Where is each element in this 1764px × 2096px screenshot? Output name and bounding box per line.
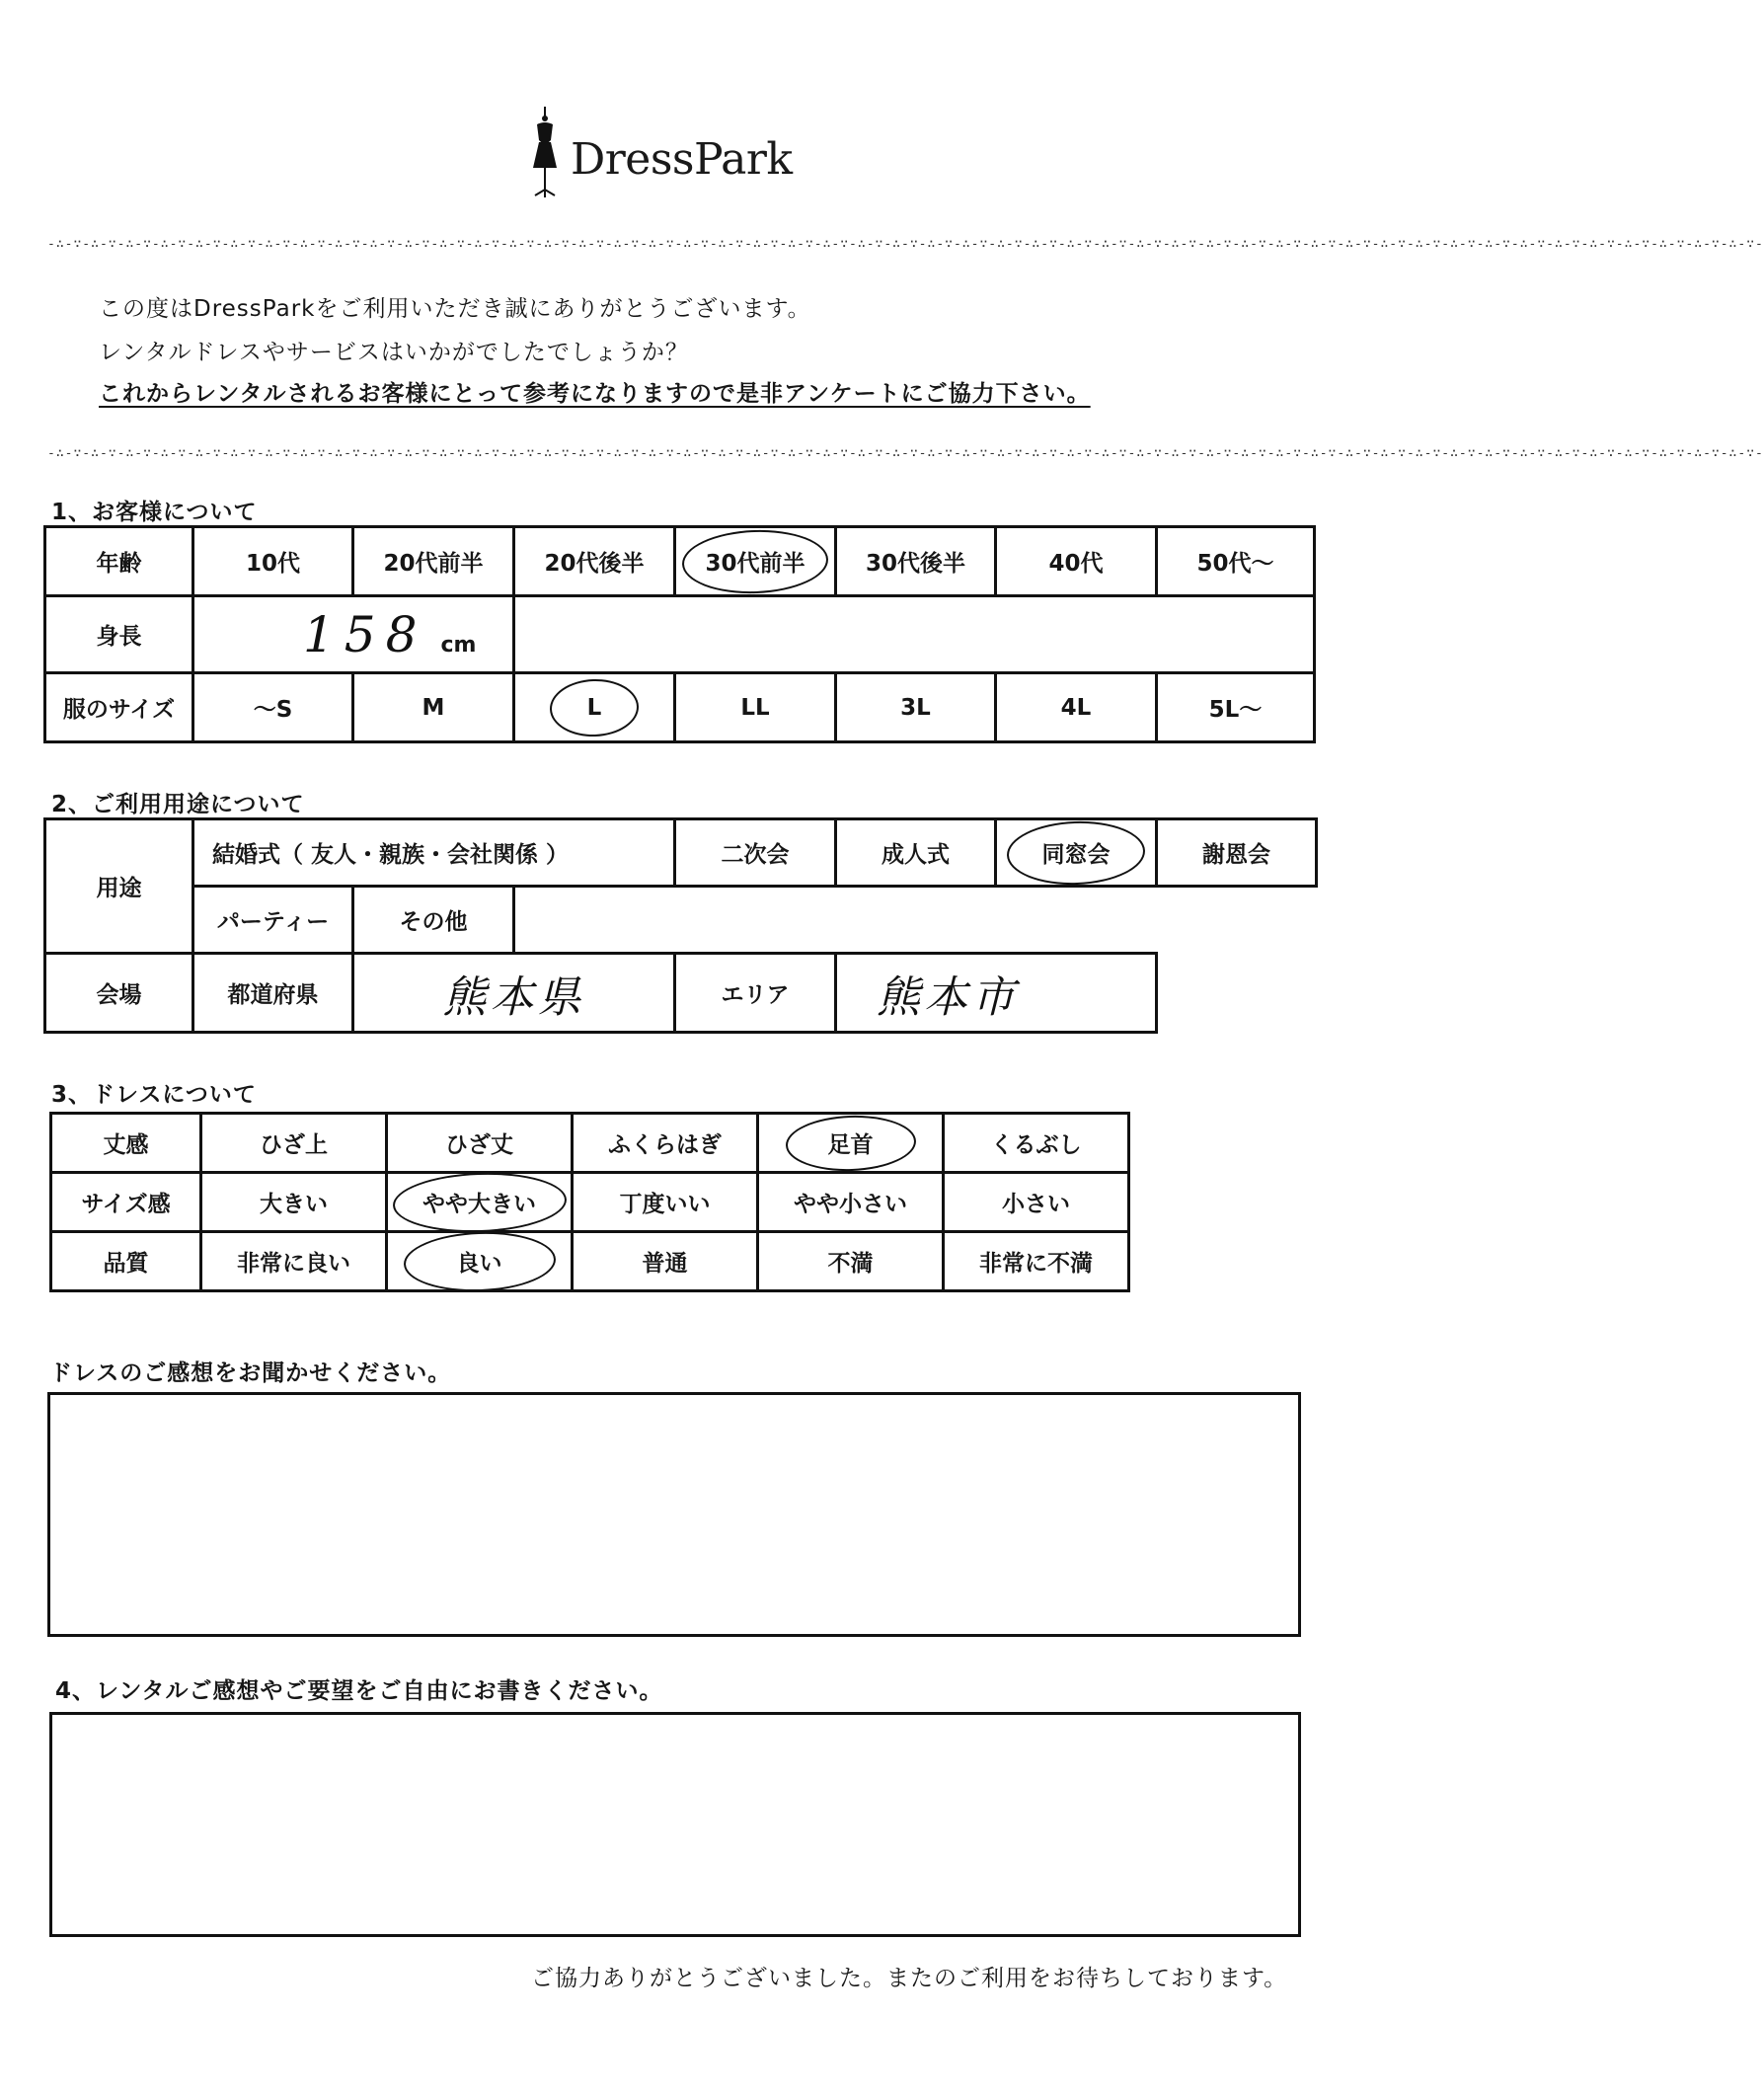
dress-form-icon [523,107,567,205]
length-label: 丈感 [51,1114,201,1173]
purpose-option[interactable]: 二次会 [675,819,836,887]
area-field[interactable]: 熊本市 [836,954,1157,1033]
length-option[interactable]: ふくらはぎ [573,1114,758,1173]
quality-option[interactable]: 非常に良い [201,1232,387,1291]
rental-feedback-prompt: 4、レンタルご感想やご要望をご自由にお書きください。 [55,1678,663,1704]
intro-request: これからレンタルされるお客様にとって参考になりますので是非アンケートにご協力下さい。 [99,381,1091,407]
dress-table [49,1112,1130,1292]
quality-label: 品質 [51,1232,201,1291]
fit-option-selected[interactable]: やや大きい [387,1173,573,1232]
size-option[interactable]: 4L [996,673,1157,742]
height-field[interactable] [193,596,514,673]
brand-logo [523,107,819,215]
length-option[interactable]: ひざ上 [201,1114,387,1173]
usage-table [43,817,1318,1034]
purpose-option-selected[interactable]: 同窓会 [996,819,1157,887]
age-label: 年齢 [45,527,193,596]
size-label: 服のサイズ [45,673,193,742]
length-option[interactable]: くるぶし [944,1114,1129,1173]
quality-option[interactable]: 普通 [573,1232,758,1291]
height-unit: cm [440,632,477,658]
dress-feedback-prompt: ドレスのご感想をお聞かせください。 [49,1360,452,1386]
size-option[interactable]: ～S [193,673,353,742]
age-option[interactable]: 20代前半 [353,527,514,596]
age-option[interactable]: 40代 [996,527,1157,596]
size-option[interactable]: 5L～ [1157,673,1315,742]
quality-option-selected[interactable]: 良い [387,1232,573,1291]
brand-name: DressPark [571,134,793,185]
size-option[interactable]: 3L [836,673,996,742]
section-usage-title: 2、ご利用用途について [51,792,305,817]
purpose-option-other[interactable]: その他 [353,887,514,954]
rental-feedback-box[interactable] [49,1712,1301,1937]
length-option[interactable]: ひざ丈 [387,1114,573,1173]
prefecture-label: 都道府県 [193,954,353,1033]
size-option[interactable]: LL [675,673,836,742]
age-option-selected[interactable]: 30代前半 [675,527,836,596]
age-option[interactable]: 20代後半 [514,527,675,596]
closing-message: ご協力ありがとうございました。またのご利用をお待ちしております。 [531,1966,1288,1991]
purpose-option[interactable]: 成人式 [836,819,996,887]
height-value: 158 [303,605,427,663]
fit-label: サイズ感 [51,1173,201,1232]
venue-blank [1157,954,1317,1033]
decorative-divider: -∴-∵-∴-∵-∴-∵-∴-∵-∴-∵-∴-∵-∴-∵-∴-∵-∴-∵-∴-∵-∴-∵-∴-∵-∴-∵-∴-∵-∴-∵-∴-∵-∴-∵-∴-∵-∴-∵-∴-∵-∴-∵-∴-∵-∴-∵-∴-∵-∴-∵-∴-∵-∴-∵-∴-∵-∴-∵-∴-∵-∴-∵-∴-∵-∴-∵-∴-∵-∴-∵-∴-∵-∴-∵-∴-∵-∴-∵-∴-∵-∴-∵-∴-∵-∴-∵-∴-∵-∴-∵-∴-∵-∴-∵-∴-∵-∴-∵- [47,446,1764,461]
venue-label: 会場 [45,954,193,1033]
age-option[interactable]: 30代後半 [836,527,996,596]
fit-option[interactable]: 大きい [201,1173,387,1232]
purpose-blank [514,887,1317,954]
intro-thanks: この度はDressParkをご利用いただき誠にありがとうございます。 [99,296,811,322]
purpose-option-party[interactable]: パーティー [193,887,353,954]
purpose-label: 用途 [45,819,193,954]
age-option[interactable]: 50代～ [1157,527,1315,596]
height-label: 身長 [45,596,193,673]
fit-option[interactable]: 丁度いい [573,1173,758,1232]
customer-info-table [43,525,1316,743]
section-customer-title: 1、お客様について [51,500,258,525]
size-option-selected[interactable]: L [514,673,675,742]
age-option[interactable]: 10代 [193,527,353,596]
length-option-selected[interactable]: 足首 [758,1114,944,1173]
intro-question: レンタルドレスやサービスはいかがでしたでしょうか？ [99,340,689,365]
decorative-divider: -∴-∵-∴-∵-∴-∵-∴-∵-∴-∵-∴-∵-∴-∵-∴-∵-∴-∵-∴-∵-∴-∵-∴-∵-∴-∵-∴-∵-∴-∵-∴-∵-∴-∵-∴-∵-∴-∵-∴-∵-∴-∵-∴-∵-∴-∵-∴-∵-∴-∵-∴-∵-∴-∵-∴-∵-∴-∵-∴-∵-∴-∵-∴-∵-∴-∵-∴-∵-∴-∵-∴-∵-∴-∵-∴-∵-∴-∵-∴-∵-∴-∵-∴-∵-∴-∵-∴-∵-∴-∵-∴-∵-∴-∵-∴-∵-∴-∵- [47,237,1764,252]
quality-option[interactable]: 不満 [758,1232,944,1291]
purpose-option[interactable]: 謝恩会 [1157,819,1317,887]
dress-feedback-box[interactable] [47,1392,1301,1637]
area-label: エリア [675,954,836,1033]
purpose-option-wedding[interactable]: 結婚式（ 友人・親族・会社関係 ） [193,819,675,887]
height-blank [514,596,1315,673]
fit-option[interactable]: 小さい [944,1173,1129,1232]
prefecture-field[interactable]: 熊本県 [353,954,675,1033]
section-dress-title: 3、ドレスについて [51,1082,257,1108]
quality-option[interactable]: 非常に不満 [944,1232,1129,1291]
size-option[interactable]: M [353,673,514,742]
fit-option[interactable]: やや小さい [758,1173,944,1232]
